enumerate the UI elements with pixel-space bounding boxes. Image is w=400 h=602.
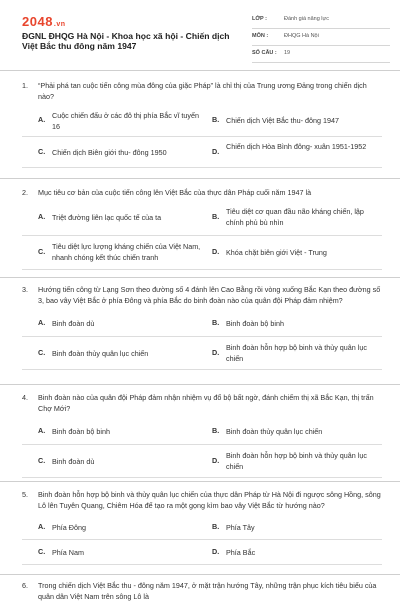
option-letter: B. [212,426,220,435]
option-letter: A. [38,212,46,221]
option-row [22,202,382,236]
option-letter: B. [212,522,220,531]
option-letter: C. [38,247,46,256]
options [22,515,382,565]
meta-row-class [252,12,390,29]
option-text: Chiến dịch Hòa Bình đông- xuân 1951-1952 [226,142,367,151]
option-text: Chiến dịch Việt Bắc thu- đông 1947 [226,116,339,125]
meta-key: SỐ CÂU : [252,50,277,56]
option-text: Binh đoàn thủy quân lục chiến [226,427,323,436]
option-letter: D. [212,348,220,357]
option-text: Phía Đông [52,523,86,532]
option-text: Tiêu diệt cơ quan đầu não kháng chiến, lập chính phủ bù nhìn [226,207,364,227]
option-text: Phía Bắc [226,548,256,557]
question-number: 2. [22,188,28,197]
page-header [0,0,400,71]
question-text: Trong chiến dịch Việt Bắc thu - đông năm 1947, ở mặt trận hướng Tây, những trận phục kích tiêu biểu của quân dân Việt Nam trên sông Lô là [38,581,377,601]
options [22,418,382,478]
option-letter: B. [212,318,220,327]
question-text: Binh đoàn nào của quân đội Pháp đảm nhận nhiệm vụ đổ bộ bất ngờ, đánh chiếm thị xã Bắc Kạn, thị trấn Chợ Mới? [38,393,374,413]
option-row [22,445,382,478]
option-row [22,106,382,137]
meta-key: MÔN : [252,33,269,39]
question-number: 1. [22,81,28,90]
option-row [22,418,382,445]
question-stem [22,580,382,602]
option-row [22,540,382,565]
question-text: Hướng tiến công từ Lạng Sơn theo đường số 4 đánh lên Cao Bằng rồi vòng xuống Bắc Kạn theo đường số 3, bao vây Việt Bắc ở phía Đông và phía Bắc do binh đoàn nào của quân đội Pháp đảm nhiệm? [38,285,381,305]
option-text: Chiến dịch Biên giới thu- đông 1950 [52,148,167,157]
option-row [22,310,382,337]
option-letter: C. [38,547,46,556]
divider [0,384,400,385]
option-text: Binh đoàn hỗn hợp bộ binh và thủy quân lục chiến [226,343,367,363]
option-letter: D. [212,456,220,465]
option-letter: A. [38,522,46,531]
divider [0,178,400,179]
option-letter: C. [38,147,46,156]
option-text: Binh đoàn hỗn hợp bộ binh và thủy quân lục chiến [226,451,367,471]
meta-value: Đánh giá năng lực [284,16,329,22]
question-3 [22,284,382,370]
option-text: Binh đoàn bộ binh [226,319,284,328]
option-letter: C. [38,348,46,357]
option-letter: D. [212,547,220,556]
option-text: Binh đoàn thủy quân lục chiến [52,349,149,358]
option-letter: D. [212,147,220,156]
site-logo[interactable] [22,14,66,29]
options [22,202,382,270]
option-letter: A. [38,318,46,327]
question-4 [22,392,382,478]
question-text: Binh đoàn hỗn hợp bộ binh và thủy quân lục chiến của thực dân Pháp từ Hà Nội đi ngược sông Hồng, sông Lô lên Tuyên Quang, Chiêm Hóa để tạo ra một gọng kìm bao vây Việt Bắc từ hướng nào? [38,490,381,510]
question-stem [22,489,382,511]
option-text: Triệt đường liên lạc quốc tế của ta [52,213,162,222]
question-5 [22,489,382,565]
question-stem [22,284,382,306]
question-1 [22,80,382,168]
option-row [22,515,382,540]
logo-main: 2048 [22,14,53,29]
question-text: Mục tiêu cơ bản của cuộc tiến công lên Việt Bắc của thực dân Pháp cuối năm 1947 là [38,188,312,197]
divider [0,574,400,575]
option-text: Khóa chặt biên giới Việt - Trung [226,248,327,257]
option-letter: A. [38,115,46,124]
option-row [22,236,382,270]
divider [0,481,400,482]
meta-table [252,12,390,63]
question-stem [22,80,382,102]
option-letter: A. [38,426,46,435]
logo-suffix: .vn [53,21,66,28]
question-number: 6. [22,581,28,590]
divider [0,277,400,278]
meta-row-subject [252,29,390,46]
option-text: Binh đoàn bộ binh [52,427,110,436]
question-number: 5. [22,490,28,499]
option-text: Tiêu diệt lực lượng kháng chiến của Việt Nam, nhanh chóng kết thúc chiến tranh [52,242,201,262]
option-letter: D. [212,247,220,256]
question-number: 3. [22,285,28,294]
meta-value: ĐHQG Hà Nội [284,33,319,39]
meta-row-count [252,46,390,63]
document-title: ĐGNL ĐHQG Hà Nội - Khoa học xã hội - Chiến dịch Việt Bắc thu đông năm 1947 [22,31,230,51]
meta-key: LỚP : [252,16,267,22]
question-2 [22,187,382,270]
meta-value: 19 [284,50,291,56]
question-stem [22,392,382,414]
question-6 [22,580,382,602]
options [22,106,382,168]
option-letter: C. [38,456,46,465]
option-text: Phía Tây [226,523,255,532]
question-text: “Phải phá tan cuộc tiến công mùa đông của giặc Pháp” là chỉ thị của Trung ương Đảng trong chiến dịch nào? [38,81,367,101]
option-text: Binh đoàn dù [52,319,95,328]
options [22,310,382,370]
question-stem [22,187,382,198]
option-row [22,137,382,168]
option-letter: B. [212,115,220,124]
option-text: Cuộc chiến đấu ở các đô thị phía Bắc vĩ tuyến 16 [52,111,199,131]
option-text: Phía Nam [52,548,84,557]
question-number: 4. [22,393,28,402]
option-text: Binh đoàn dù [52,457,95,466]
option-letter: B. [212,212,220,221]
option-row [22,337,382,370]
